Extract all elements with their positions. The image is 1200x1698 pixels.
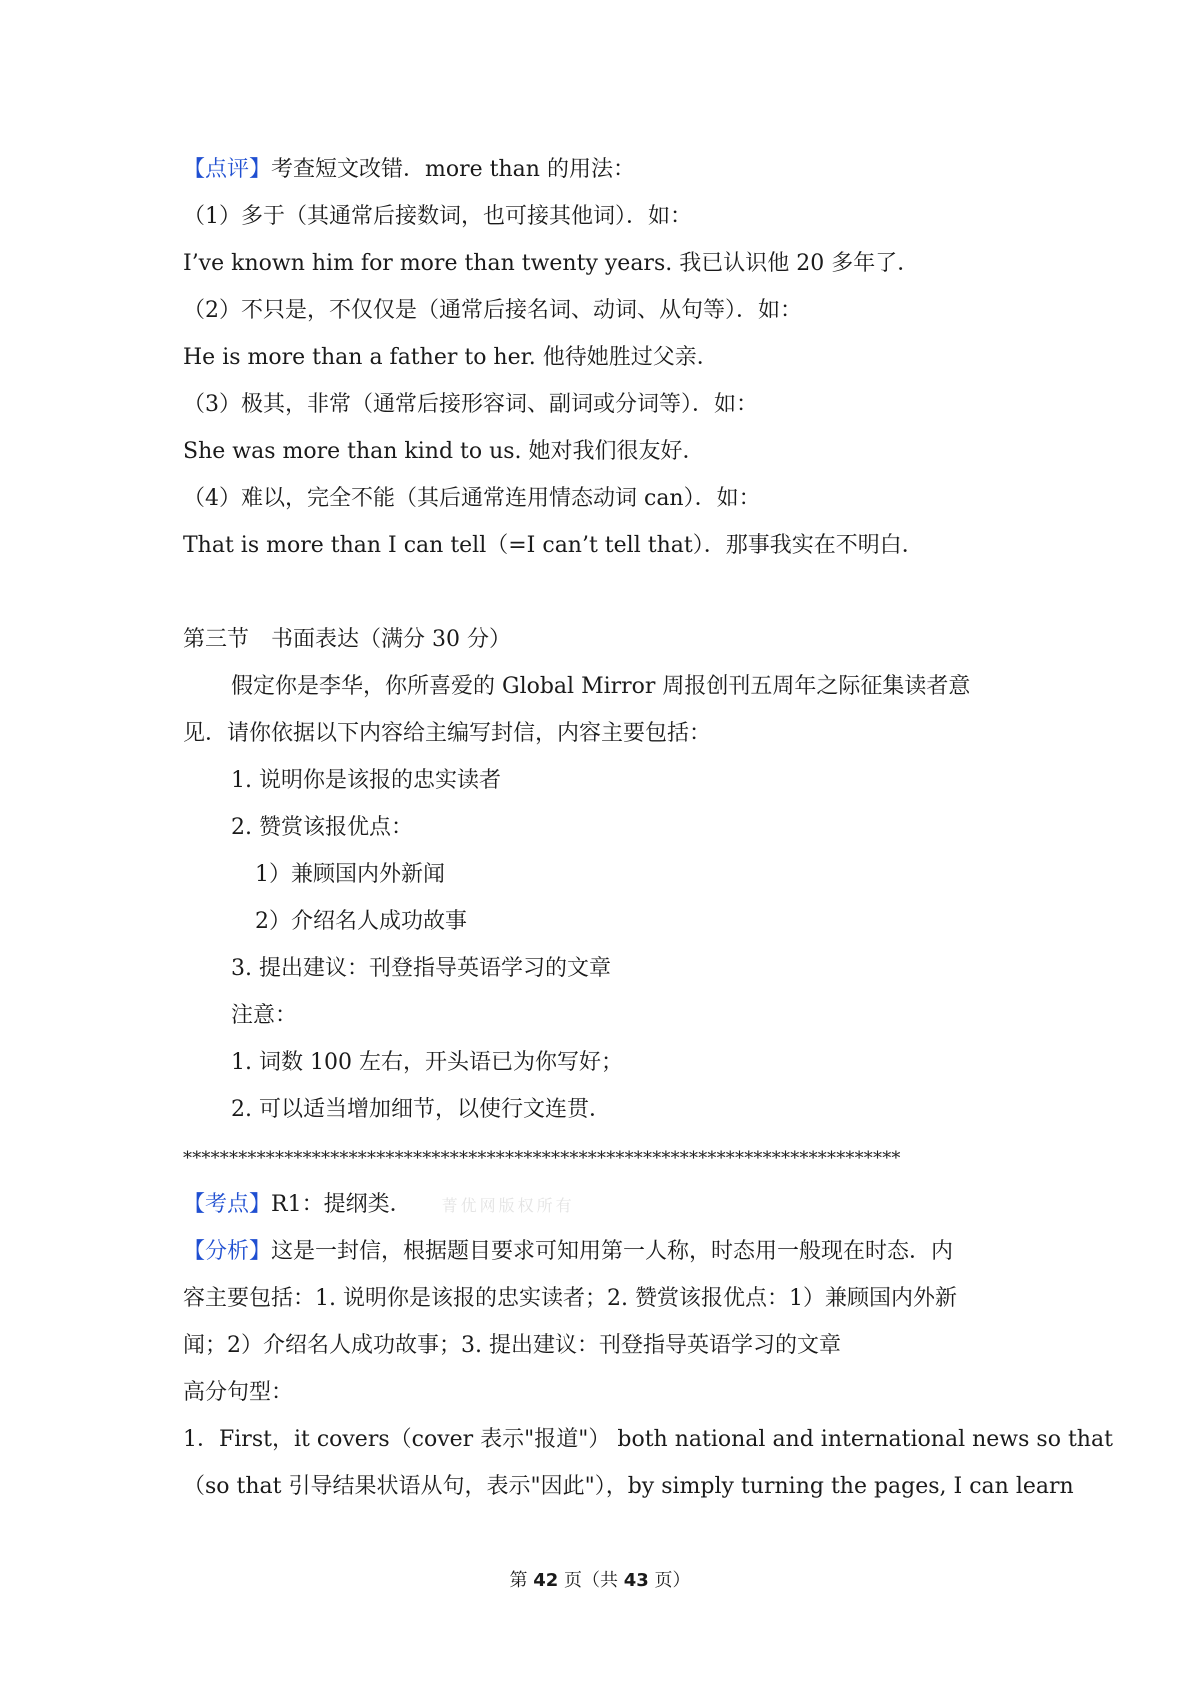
comment-line-5: （3）极其，非常（通常后接形容词、副词或分词等）．如：: [183, 392, 758, 417]
comment-line-2: I’ve known him for more than twenty years. 我已认识他 20 多年了．: [183, 251, 920, 276]
page-footer: [0, 1566, 1200, 1592]
fenxi-tag: 【分析】: [183, 1239, 272, 1264]
comment-line-7: （4）难以，完全不能（其后通常连用情态动词 can）．如：: [183, 486, 761, 511]
sentence-line-1: 1．First，it covers（cover 表示"报道"） both national and international news so that: [183, 1427, 1113, 1452]
prompt-line-2: 见．请你依据以下内容给主编写封信，内容主要包括：: [183, 721, 712, 746]
comment-intro-line: [183, 155, 635, 185]
note-2: 2. 可以适当增加细节，以使行文连贯．: [231, 1097, 611, 1122]
fenxi-text-1: 这是一封信，根据题目要求可知用第一人称，时态用一般现在时态．内: [271, 1239, 954, 1264]
fenxi-line-2: 容主要包括：1. 说明你是该报的忠实读者；2. 赞赏该报优点：1）兼顾国内外新: [183, 1286, 957, 1311]
prompt-item-3: 3. 提出建议：刊登指导英语学习的文章: [231, 956, 611, 981]
note-1: 1. 词数 100 左右，开头语已为你写好；: [231, 1050, 623, 1075]
comment-line-3: （2）不只是，不仅仅是（通常后接名词、动词、从句等）．如：: [183, 298, 802, 323]
comment-tag: 【点评】: [183, 157, 272, 182]
fenxi-line-3: 闻；2）介绍名人成功故事；3. 提出建议：刊登指导英语学习的文章: [183, 1333, 841, 1358]
footer-total-pages: 43: [623, 1570, 649, 1591]
star-divider: ******************************************************************************: [183, 1148, 901, 1169]
fenxi-line-1: [183, 1237, 953, 1267]
comment-line-1: （1）多于（其通常后接数词，也可接其他词）．如：: [183, 204, 692, 229]
comment-line-4: He is more than a father to her. 他待她胜过父亲．: [183, 345, 719, 370]
prompt-subitem-2: 2）介绍名人成功故事: [255, 909, 467, 934]
notes-label: 注意：: [231, 1003, 298, 1028]
comment-line-8: That is more than I can tell（=I can’t tell that）．那事我实在不明白．: [183, 533, 924, 558]
footer-middle: 页（共: [558, 1570, 624, 1591]
comment-intro: 考查短文改错．more than 的用法：: [271, 157, 635, 182]
comment-line-6: She was more than kind to us. 她对我们很友好．: [183, 439, 705, 464]
prompt-item-2: 2. 赞赏该报优点：: [231, 815, 413, 840]
watermark-text: 菁优网版权所有: [441, 1196, 575, 1215]
kaodian-text: R1：提纲类．: [271, 1192, 412, 1217]
footer-suffix: 页）: [648, 1570, 691, 1591]
footer-page-number: 42: [533, 1570, 559, 1591]
high-score-label: 高分句型：: [183, 1380, 294, 1405]
section-title: 第三节 书面表达（满分 30 分）: [183, 627, 511, 652]
kaodian-line: [183, 1190, 575, 1221]
prompt-subitem-1: 1）兼顾国内外新闻: [255, 862, 445, 887]
kaodian-tag: 【考点】: [183, 1192, 272, 1217]
prompt-line-1: 假定你是李华，你所喜爱的 Global Mirror 周报创刊五周年之际征集读者意: [231, 674, 971, 699]
footer-prefix: 第: [509, 1570, 534, 1591]
prompt-item-1: 1. 说明你是该报的忠实读者: [231, 768, 501, 793]
sentence-line-2: （so that 引导结果状语从句，表示"因此"），by simply turning the pages, I can learn: [183, 1474, 1074, 1499]
